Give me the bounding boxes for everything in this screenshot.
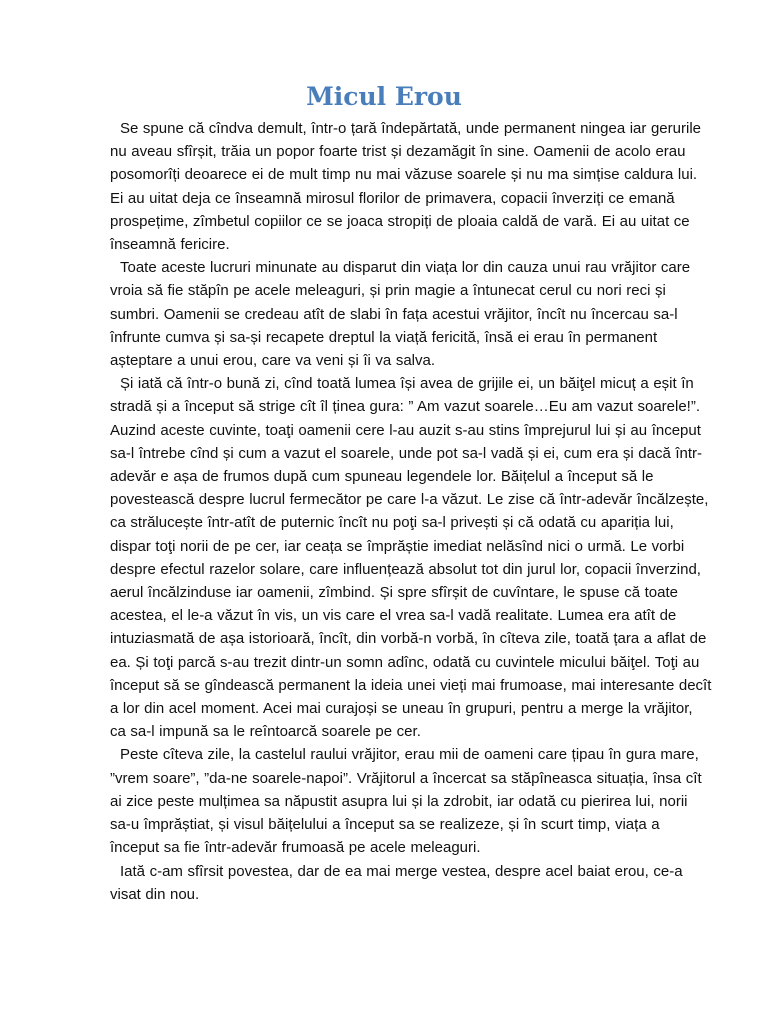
paragraph-1: Se spune că cîndva demult, într-o țară îndepărtată, unde permanent ningea iar gerurile nu aveau sfîrșit, trăia un popor foarte trist și dezamăgit în sine. Oamenii de acolo erau posomorîți deoarece ei de mult timp nu mai văzuse soarele și nu ma simțise caldura lui. Ei au uitat deja ce înseamnă mirosul florilor de primavera, copacii înverziți ce emană prospețime, zîmbetul copiilor ce se joaca stropiți de ploaia caldă de vară. Ei au uitat ce înseamnă fericire. <box>110 120 701 254</box>
paragraph-2: Toate aceste lucruri minunate au disparut din viața lor din cauza unui rau vrăjitor care vroia să fie stăpîn pe acele meleaguri, și prin magie a întunecat cerul cu nori reci și sumbri. Oamenii se credeau atît de slabi în fața acestui vrăjitor, încît nu încercau sa-l înfrunte cumva și sa-și recapete dreptul la viață fericită, însă ei erau în permanent așteptare a unui erou, care va veni și îi va salva. <box>110 259 691 370</box>
paragraph-5: Iată c-am sfîrsit povestea, dar de ea mai merge vestea, despre acel baiat erou, ce-a visat din nou. <box>110 862 683 903</box>
paragraph-3: Și iată că într-o bună zi, cînd toată lumea își avea de grijile ei, un băiţel micuț a eșit în stradă și a început să strige cît îl ținea gura: ” Am vazut soarele…Eu am vazut soarele!”. Auzind aceste cuvinte, toaţi oamenii cere l-au auzit s-au stins împrejurul lui și au început sa-l întrebe cînd și cum a vazut el soarele, unde pot sa-l vadă și ei, cum era și dacă într-adevăr e așa de frumos după cum spuneau legendele lor. Băițelul a început să le povestească despre lucrul fermecător pe care l-a văzut. Le zise că într-adevăr încălzește, ca strălucește într-atît de puternic încît nu poţi sa-l privești și că odată cu apariția lui, dispar toţi norii de pe cer, iar ceața se împrăștie imediat nelăsînd nici o urmă. Le vorbi despre efectul razelor solare, care influențează absolut tot din jurul lor, copacii înverzind, aerul încălzinduse iar oamenii, zîmbind. Și spre sfîrșit de cuvîntare, le spuse că toate acestea, el le-a văzut în vis, un vis care el vrea sa-l vadă realitate. Lumea era atît de intuziasmată de așa istorioară, încît, din vorbă-n vorbă, în cîteva zile, toată țara a aflat de ea. Și toţi parcă s-au trezit dintr-un somn adînc, odată cu cuvintele micului băiţel. Toţi au început să se gîndească permanent la ideia unei vieți mai frumoase, mai interesante decît a lor din acel moment. Acei mai curajoși se uneau în grupuri, pentru a merge la vrăjitor, ca sa-l impună sa le reîntoarcă soarele pe cer. <box>110 375 712 741</box>
paragraph-4: Peste cîteva zile, la castelul raului vrăjitor, erau mii de oameni care țipau în gura mare, ”vrem soare”, ”da-ne soarele-napoi”. Vrăjitorul a încercat sa stăpîneasca situația, însa cît ai zice peste mulțimea sa năpustit asupra lui și la zdrobit, iar odată cu pierirea lui, norii sa-u împrăștiat, și visul băițelului a început sa se realizeze, și în scurt timp, viața a început sa fie într-adevăr frumoasă pe acele meleaguri. <box>110 746 702 857</box>
document-title: Micul Erou <box>306 82 462 111</box>
document-body <box>110 117 712 906</box>
